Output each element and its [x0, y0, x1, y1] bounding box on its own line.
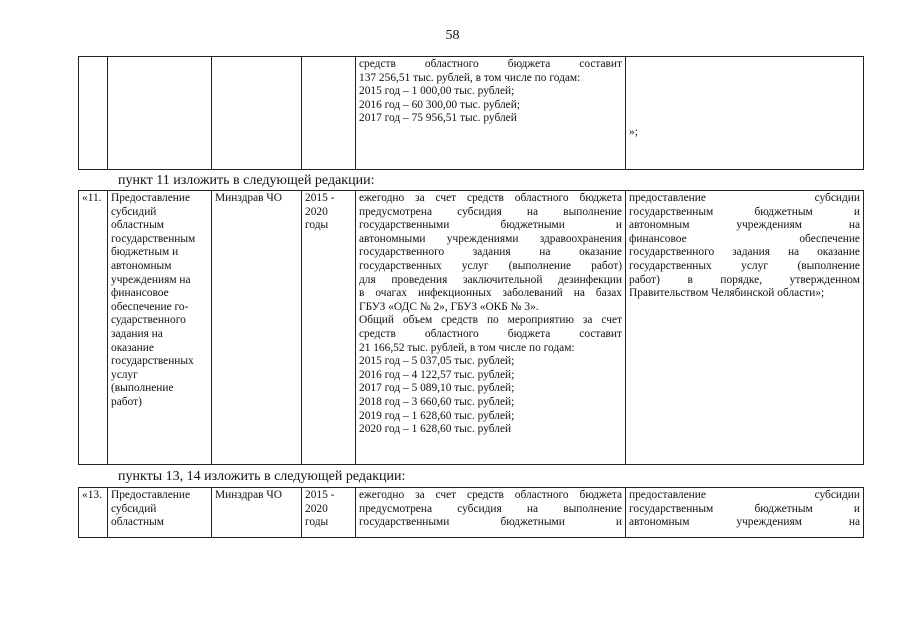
description-line: предусмотрена субсидия на выполнение	[359, 502, 622, 515]
cell-executor	[212, 191, 302, 465]
name-line: бюджетным и	[111, 246, 179, 259]
period-line: годы	[305, 516, 329, 529]
period-line: 2015 -	[305, 192, 335, 204]
row-number: «13.	[82, 489, 102, 501]
name-line: Предоставление	[111, 192, 191, 204]
cell-name	[108, 488, 212, 538]
cell-description	[356, 57, 626, 170]
description-line: 21 166,52 тыс. рублей, в том числе по годам:	[359, 341, 575, 354]
name-line: оказание	[111, 341, 154, 354]
result-line: государственного задания на оказание	[629, 246, 860, 259]
page-number: 58	[445, 28, 460, 43]
description-line: 2017 год – 5 089,10 тыс. рублей;	[359, 382, 515, 395]
description-line: средств областного бюджета составит	[359, 58, 622, 70]
row-number: «11.	[82, 192, 102, 204]
description-line: государственных услуг (выполнение работ)	[359, 259, 622, 272]
description-line: средств областного бюджета составит	[359, 327, 622, 340]
cell-name	[108, 57, 212, 170]
result-line: работ) в порядке, утвержденном	[629, 273, 860, 286]
description-line: для проведения заключительной дезинфекции	[359, 273, 622, 286]
name-line: сударственного	[111, 314, 186, 327]
name-line: субсидий	[111, 205, 157, 218]
period-line: годы	[305, 219, 329, 232]
cell-name	[108, 191, 212, 465]
name-line: областным	[111, 516, 164, 529]
name-line: (выполнение	[111, 382, 174, 395]
name-line: обеспечение го-	[111, 300, 189, 313]
result-line: автономным учреждениям на	[629, 219, 860, 232]
description-line: ежегодно за счет средств областного бюджета	[359, 489, 622, 501]
instruction-note-13-14: пункты 13, 14 изложить в следующей редакции:	[118, 469, 406, 484]
description-line: предусмотрена субсидия на выполнение	[359, 205, 622, 218]
name-line: учреждениям на	[111, 273, 191, 286]
description-line: ежегодно за счет средств областного бюджета	[359, 192, 622, 204]
result-closing: »;	[629, 126, 638, 138]
description-line: 2016 год – 4 122,57 тыс. рублей;	[359, 368, 515, 381]
result-line: Правительством Челябинской области»;	[629, 287, 825, 300]
period-line: 2020	[305, 205, 328, 218]
cell-period	[302, 191, 356, 465]
result-line: финансовое обеспечение	[629, 232, 860, 245]
table-row	[79, 488, 864, 538]
executor: Минздрав ЧО	[215, 489, 283, 501]
cell-result	[626, 57, 864, 170]
instruction-note-11: пункт 11 изложить в следующей редакции:	[118, 173, 375, 188]
name-line: государственных	[111, 355, 194, 368]
cell-description	[356, 191, 626, 465]
result-line: предоставление субсидии	[629, 489, 860, 501]
name-line: государственным	[111, 232, 196, 245]
result-line: предоставление субсидии	[629, 192, 860, 204]
table-row-11	[78, 190, 864, 465]
cell-num	[79, 488, 108, 538]
table-row	[79, 191, 864, 465]
name-line: работ)	[111, 395, 142, 408]
executor: Минздрав ЧО	[215, 192, 283, 204]
result-line: автономным учреждениям на	[629, 516, 860, 529]
name-line: услуг	[111, 368, 138, 381]
cell-result	[626, 191, 864, 465]
description-line: Общий объем средств по мероприятию за счет	[359, 314, 622, 327]
description-line: 137 256,51 тыс. рублей, в том числе по годам:	[359, 71, 581, 84]
table-row-13	[78, 487, 864, 538]
description-line: 2017 год – 75 956,51 тыс. рублей	[359, 112, 517, 125]
description-line: автономными учреждениями здравоохранения	[359, 232, 622, 245]
name-line: автономным	[111, 259, 172, 272]
name-line: Предоставление	[111, 489, 191, 501]
description-line: 2020 год – 1 628,60 тыс. рублей	[359, 423, 512, 436]
description-line: 2015 год – 1 000,00 тыс. рублей;	[359, 85, 515, 98]
cell-executor	[212, 488, 302, 538]
cell-executor	[212, 57, 302, 170]
name-line: субсидий	[111, 502, 157, 515]
description-line: 2015 год – 5 037,05 тыс. рублей;	[359, 355, 515, 368]
description-line: государственного задания на оказание	[359, 246, 622, 259]
description-line: ГБУЗ «ОДС № 2», ГБУЗ «ОКБ № 3».	[359, 300, 539, 313]
cell-result	[626, 488, 864, 538]
description-line: государственными бюджетными и	[359, 219, 622, 232]
description-line: 2016 год – 60 300,00 тыс. рублей;	[359, 98, 520, 111]
cell-description	[356, 488, 626, 538]
name-line: областным	[111, 219, 164, 232]
cell-period	[302, 488, 356, 538]
result-line: государственным бюджетным и	[629, 205, 860, 218]
cell-num	[79, 57, 108, 170]
table-row	[79, 57, 864, 170]
name-line: задания на	[111, 327, 163, 340]
cell-period	[302, 57, 356, 170]
period-line: 2015 -	[305, 489, 335, 501]
table-continuation	[78, 56, 864, 170]
period-line: 2020	[305, 502, 328, 515]
cell-num	[79, 191, 108, 465]
result-line: государственным бюджетным и	[629, 502, 860, 515]
description-line: государственными бюджетными и	[359, 516, 622, 529]
name-line: финансовое	[111, 287, 169, 300]
description-line: 2019 год – 1 628,60 тыс. рублей;	[359, 409, 515, 422]
result-line: государственных услуг (выполнение	[629, 259, 860, 272]
description-line: 2018 год – 3 660,60 тыс. рублей;	[359, 395, 515, 408]
description-line: в очагах инфекционных заболеваний на базах	[359, 287, 622, 300]
